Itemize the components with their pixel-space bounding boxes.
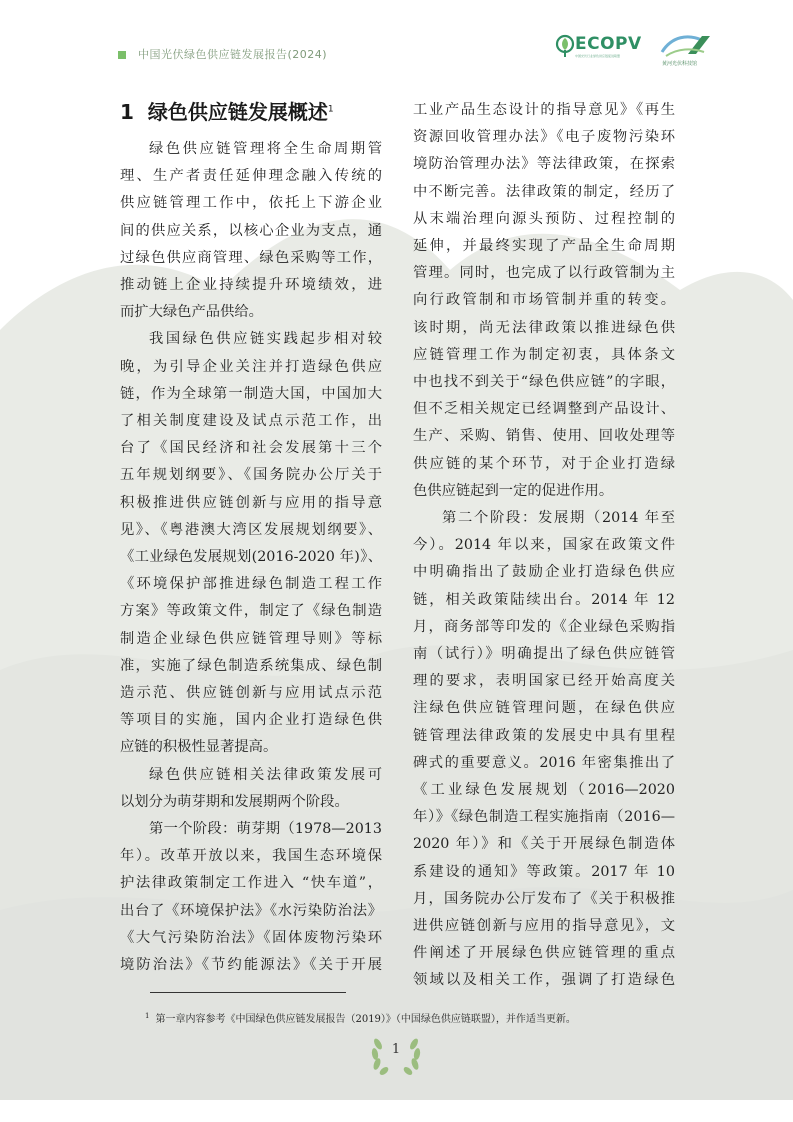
footnote-divider xyxy=(150,992,346,993)
text-line: 准，实施了绿色制造系统集成、绿色制 xyxy=(120,657,382,674)
page-number: 1 xyxy=(391,1042,401,1057)
text-line: 年）》《绿色制造工程实施指南（2016— xyxy=(413,809,675,826)
text-line: 以划分为萌芽期和发展期两个阶段。 xyxy=(120,793,349,810)
text-line: 色供应链起到一定的促进作用。 xyxy=(413,482,614,499)
text-line: 生产、采购、销售、使用、回收处理等 xyxy=(413,428,675,445)
text-line: 第一个阶段：萌芽期（1978—2013 xyxy=(149,821,382,837)
ecopv-logo-text: ECOPV xyxy=(575,34,642,54)
text-line: 链，相关政策陆续出台。2014 年 12 xyxy=(413,591,675,608)
text-line: 五年规划纲要》、《国务院办公厅关于 xyxy=(120,467,382,484)
text-line: 境防治法》《节约能源法》《关于开展 xyxy=(120,957,382,973)
text-line: 《工业绿色发展规划（2016—2020 xyxy=(413,782,675,798)
text-line: 碑式的重要意义。2016 年密集推出了 xyxy=(413,754,675,771)
text-line: 见》、《粤港澳大湾区发展规划纲要》、 xyxy=(120,521,382,538)
text-line: 月，国务院办公厅发布了《关于积极推 xyxy=(413,890,675,907)
text-line: 中也找不到关于“绿色供应链”的字眼， xyxy=(413,374,675,390)
footnote-marker: 1 xyxy=(145,1011,150,1020)
text-line: 件阐述了开展绿色供应链管理的重点 xyxy=(413,945,675,962)
text-line: 护法律政策制定工作进入 “快车道”， xyxy=(120,875,382,892)
text-line: 等项目的实施，国内企业打造绿色供 xyxy=(120,712,382,729)
text-line: 南（试行）》明确提出了绿色供应链管 xyxy=(413,646,675,662)
text-line: 《工业绿色发展规划(2016-2020 年)》、 xyxy=(120,549,382,565)
text-line: 积极推进供应链创新与应用的指导意 xyxy=(120,494,382,511)
text-line: 中明确指出了鼓励企业打造绿色供应 xyxy=(413,564,675,581)
text-line: 《环境保护部推进绿色制造工程工作 xyxy=(120,576,382,593)
text-line: 方案》等政策文件，制定了《绿色制造 xyxy=(120,603,382,620)
header-square-marker xyxy=(118,51,126,59)
text-line: 领域以及相关工作，强调了打造绿色 xyxy=(413,972,675,989)
museum-swoosh-icon xyxy=(658,30,718,60)
text-line: 从末端治理向源头预防、过程控制的 xyxy=(413,210,675,227)
text-line: 造示范、供应链创新与应用试点示范 xyxy=(120,685,382,701)
text-line: 《大气污染防治法》《固体废物污染环 xyxy=(120,929,382,946)
text-line: 了相关制度建设及试点示范工作，出 xyxy=(120,413,382,429)
footnote xyxy=(145,1010,576,1025)
text-line: 制造企业绿色供应链管理导则》等标 xyxy=(120,630,382,647)
text-line: 出台了《环境保护法》《水污染防治法》 xyxy=(120,902,382,919)
footnote-reference: 1 xyxy=(327,104,334,115)
text-line: 该时期，尚无法律政策以推进绿色供 xyxy=(413,319,675,336)
text-line: 向行政管制和市场管制并重的转变。 xyxy=(413,292,675,309)
section-number: 1 xyxy=(120,100,134,124)
section-title: 绿色供应链发展概述 xyxy=(147,100,328,124)
text-line: 推动链上企业持续提升环境绩效，进 xyxy=(120,277,382,293)
text-line: 注绿色供应链管理问题，在绿色供应 xyxy=(413,700,675,717)
page-number-badge xyxy=(366,1030,426,1078)
museum-logo xyxy=(658,30,718,66)
text-line: 今）。2014 年以来，国家在政策文件 xyxy=(413,537,675,554)
text-line: 但不乏相关规定已经调整到产品设计、 xyxy=(413,401,675,418)
text-line: 晚，为引导企业关注并打造绿色供应 xyxy=(120,358,382,375)
text-line: 台了《国民经济和社会发展第十三个 xyxy=(120,440,382,457)
text-line: 应链的积极性显著提高。 xyxy=(120,739,278,756)
ecopv-leaf-icon xyxy=(555,34,575,58)
text-line: 资源回收管理办法》《电子废物污染环 xyxy=(413,129,675,146)
text-line: 中不断完善。法律政策的制定，经历了 xyxy=(413,183,675,200)
text-line: 管理。同时，也完成了以行政管制为主 xyxy=(413,265,675,282)
text-line: 绿色供应链管理将全生命周期管 xyxy=(149,141,382,157)
text-line: 境防治管理办法》等法律政策，在探索 xyxy=(413,156,675,173)
text-line: 2020 年）》和《关于开展绿色制造体 xyxy=(413,836,675,853)
text-line: 第二个阶段：发展期（2014 年至 xyxy=(442,510,675,526)
museum-logo-text: 黄河光伏科技馆 xyxy=(662,61,698,67)
section-heading xyxy=(120,96,334,125)
ecopv-logo xyxy=(555,34,650,60)
header-title: 中国光伏绿色供应链发展报告(2024) xyxy=(138,48,328,61)
ecopv-logo-subtitle: 中国光伏行业绿色供应链促进联盟 xyxy=(575,54,621,58)
text-line: 链管理法律政策的发展史中具有里程 xyxy=(413,727,675,744)
text-line: 理、生产者责任延伸理念融入传统的 xyxy=(120,168,382,185)
text-line: 进供应链创新与应用的指导意见》，文 xyxy=(413,918,675,934)
text-line: 链，作为全球第一制造大国，中国加大 xyxy=(120,385,382,402)
text-line: 应链管理工作为制定初衷，具体条文 xyxy=(413,346,675,363)
text-line: 我国绿色供应链实践起步相对较 xyxy=(149,331,382,348)
text-line: 绿色供应链相关法律政策发展可 xyxy=(149,766,382,783)
text-line: 延伸，并最终实现了产品全生命周期 xyxy=(413,238,675,254)
text-line: 过绿色供应商管理、绿色采购等工作， xyxy=(120,249,382,266)
text-line: 间的供应关系，以核心企业为支点，通 xyxy=(120,222,382,239)
text-line: 工业产品生态设计的指导意见》《再生 xyxy=(413,102,675,118)
text-line: 供应链的某个环节，对于企业打造绿 xyxy=(413,455,675,472)
text-line: 而扩大绿色产品供给。 xyxy=(120,304,263,321)
text-line: 月，商务部等印发的《企业绿色采购指 xyxy=(413,618,675,635)
text-line: 系建设的通知》等政策。2017 年 10 xyxy=(413,863,675,880)
footnote-text: 第一章内容参考《中国绿色供应链发展报告（2019）》（中国绿色供应链联盟），并作适当更新。 xyxy=(155,1014,576,1025)
text-line: 理的要求，表明国家已经开始高度关 xyxy=(413,673,675,690)
text-line: 年）。改革开放以来，我国生态环境保 xyxy=(120,848,382,865)
text-line: 供应链管理工作中，依托上下游企业 xyxy=(120,195,382,212)
